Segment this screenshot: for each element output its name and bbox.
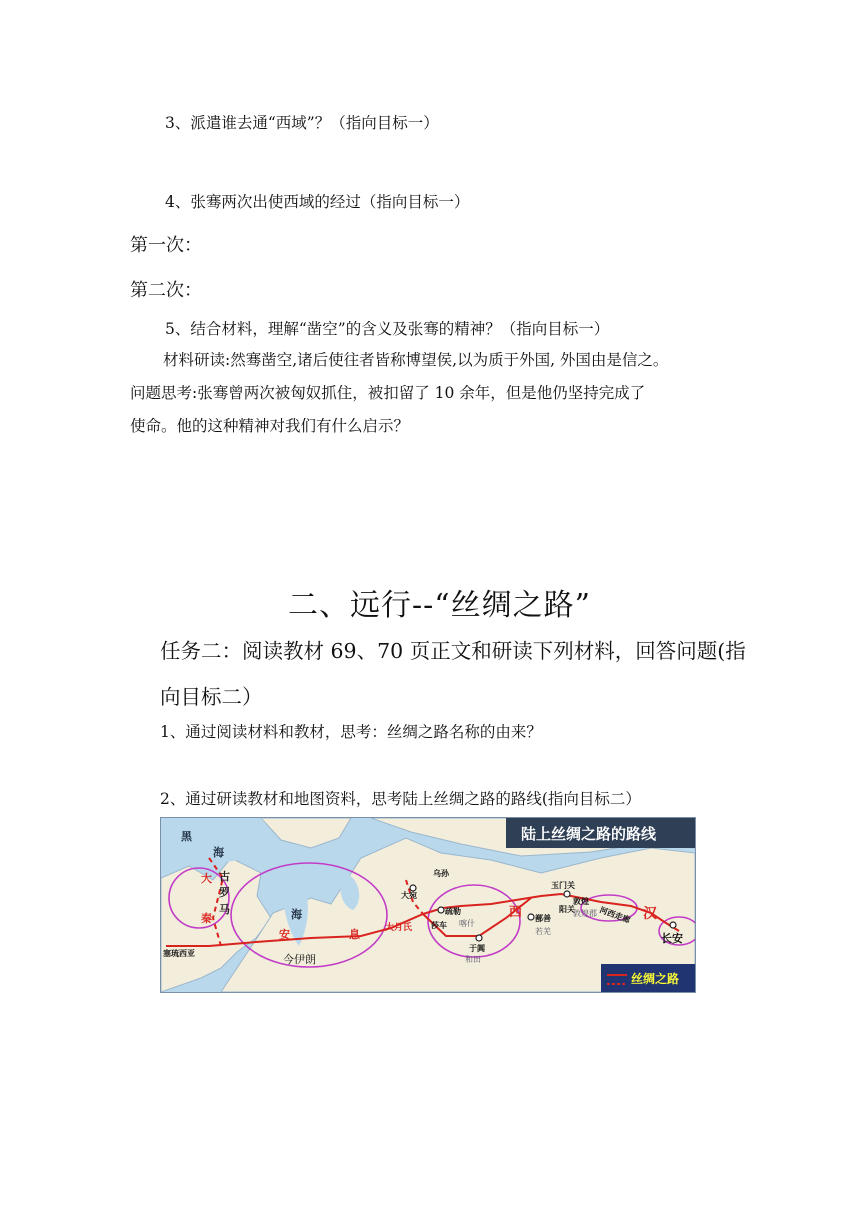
city-dot-yutian bbox=[476, 935, 482, 941]
map-label-seleucia: 塞琉西亚 bbox=[163, 949, 195, 958]
map-label-xi-parthia: 息 bbox=[349, 928, 360, 941]
map-label-shanshan: 鄯善 bbox=[535, 914, 551, 923]
section-title: 二、远行--“丝绸之路” bbox=[288, 588, 591, 623]
sub-question-2: 2、通过研读教材和地图资料，思考陆上丝绸之路的路线(指向目标二） bbox=[160, 790, 641, 808]
second-trip-label: 第二次： bbox=[130, 280, 202, 301]
map-label-yumenguan: 玉门关 bbox=[551, 881, 575, 890]
map-label-an: 安 bbox=[279, 928, 290, 941]
map-label-hai-top: 海 bbox=[213, 846, 224, 859]
sub-question-1: 1、通过阅读材料和教材，思考：丝绸之路名称的由来？ bbox=[160, 723, 542, 741]
map-label-hetian: 和田 bbox=[465, 955, 481, 964]
map-label-yangguan: 阳关 bbox=[559, 905, 575, 914]
city-dot-shanshan bbox=[528, 914, 534, 920]
map-label-kashi: 喀什 bbox=[459, 919, 475, 928]
map-label-hei: 黑 bbox=[181, 830, 192, 843]
map-label-dunhuang: 敦煌 bbox=[573, 897, 589, 906]
map-label-dayuezhi: 大月氏 bbox=[385, 923, 413, 933]
question-line-1: 问题思考:张骞曾两次被匈奴抓住，被扣留了 10 余年，但是他仍坚持完成了 bbox=[130, 384, 646, 402]
map-label-shule: 疏勒 bbox=[445, 907, 461, 916]
question-line-2: 使命。他的这种精神对我们有什么启示？ bbox=[130, 417, 410, 435]
map-label-luo: 罗 bbox=[219, 886, 230, 899]
map-label-han: 汉 bbox=[643, 906, 657, 922]
map-label-yutian: 于阗 bbox=[469, 944, 485, 953]
question-5: 5、结合材料，理解“凿空”的含义及张骞的精神？（指向目标一） bbox=[165, 320, 610, 338]
task-line-2: 向目标二） bbox=[160, 685, 263, 709]
map-label-qin: 秦 bbox=[201, 912, 212, 925]
question-4: 4、张骞两次出使西域的经过（指向目标一） bbox=[165, 193, 470, 211]
task-line-1: 任务二：阅读教材 69、70 页正文和研读下列材料，回答问题(指 bbox=[160, 639, 746, 663]
material-text: 材料研读:然骞凿空,诸后使往者皆称博望侯,以为质于外国, 外国由是信之。 bbox=[163, 351, 669, 369]
map-label-wusun: 乌孙 bbox=[433, 869, 449, 878]
map-label-dunhuang-old: 敦煌郡 bbox=[573, 909, 597, 918]
map-label-dayuan: 大宛 bbox=[401, 891, 417, 900]
map-label-gu: 古 bbox=[219, 870, 230, 883]
city-dot-yumenguan bbox=[564, 891, 570, 897]
map-legend-label: 丝绸之路 bbox=[631, 972, 680, 986]
map-label-xiyu: 西 bbox=[509, 905, 523, 920]
question-3: 3、派遣谁去通“西域”？（指向目标一） bbox=[165, 114, 439, 132]
map-label-ma: 马 bbox=[219, 903, 230, 916]
map-label-ruoqiang: 若羌 bbox=[535, 927, 551, 936]
map-label-da: 大 bbox=[201, 872, 212, 885]
map-label-hexi: 河西走廊 bbox=[598, 905, 632, 925]
map-label-jinyilang: 今伊朗 bbox=[283, 953, 316, 966]
map-label-changan: 长安 bbox=[661, 932, 683, 945]
map-label-shache: 莎车 bbox=[431, 921, 447, 930]
city-dot-shule bbox=[438, 907, 444, 913]
map-label-hai-caspian: 海 bbox=[291, 908, 302, 921]
silk-road-map bbox=[160, 817, 696, 993]
map-title: 陆上丝绸之路的路线 bbox=[521, 825, 657, 843]
city-dot-changan bbox=[670, 922, 676, 928]
first-trip-label: 第一次： bbox=[130, 235, 202, 256]
